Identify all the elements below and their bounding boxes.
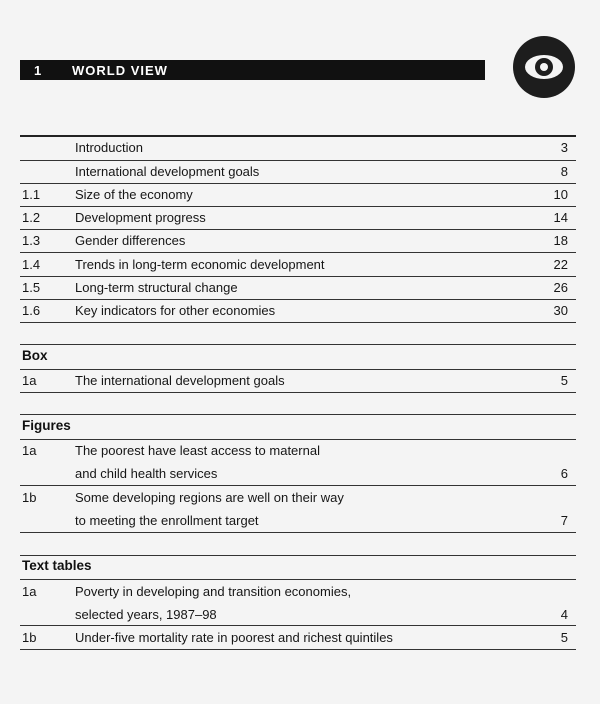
toc-page: 22 [553,257,568,272]
toc-title: to meeting the enrollment target [75,513,259,528]
toc-row-1-5[interactable] [20,277,576,299]
figure-row-1b[interactable] [20,487,576,509]
toc-title: The international development goals [75,373,285,388]
toc-title: Trends in long-term economic development [75,257,325,272]
toc-number: 1.1 [22,187,41,202]
text-table-row-1a-cont[interactable] [20,604,576,626]
toc-row-1-6[interactable] [20,300,576,322]
figure-row-1a[interactable] [20,440,576,462]
toc-number: 1.2 [22,210,41,225]
divider [20,625,576,626]
section-heading-box: Box [22,348,48,363]
divider [20,555,576,556]
toc-title: Some developing regions are well on their way [75,490,344,505]
toc-page: 5 [560,630,568,645]
divider [20,252,576,253]
chapter-number: 1 [34,62,43,78]
toc-number: 1.4 [22,257,41,272]
chapter-title: WORLD VIEW [72,62,168,78]
toc-page: 14 [553,210,568,225]
toc-title: Long-term structural change [75,280,238,295]
toc-page: 4 [560,607,568,622]
toc-title: Key indicators for other economies [75,303,276,318]
divider [20,344,576,345]
divider [20,392,576,393]
text-table-row-1a[interactable] [20,581,576,603]
toc-number: 1a [22,584,37,599]
toc-row-1-2[interactable] [20,207,576,229]
toc-row-introduction[interactable] [20,137,576,159]
toc-number: 1a [22,373,37,388]
chapter-header-bar [20,60,485,80]
divider [20,649,576,650]
toc-page: 10 [553,187,568,202]
divider [20,322,576,323]
box-row-1a[interactable] [20,370,576,392]
toc-row-1-3[interactable] [20,230,576,252]
figure-row-1a-cont[interactable] [20,463,576,485]
toc-number: 1.3 [22,233,41,248]
toc-title: and child health services [75,466,218,481]
figure-row-1b-cont[interactable] [20,510,576,532]
toc-title: Introduction [75,140,143,155]
toc-title: Size of the economy [75,187,193,202]
divider [20,532,576,533]
section-heading-figures: Figures [22,418,71,433]
toc-title: Poverty in developing and transition economies, [75,584,352,599]
toc-row-1-1[interactable] [20,184,576,206]
toc-page: 3 [560,140,568,155]
toc-number: 1.6 [22,303,41,318]
toc-page: 30 [553,303,568,318]
toc-page: 6 [560,466,568,481]
toc-title: Under-five mortality rate in poorest and richest quintiles [75,630,393,645]
divider [20,485,576,486]
toc-number: 1b [22,490,37,505]
toc-row-development-goals[interactable] [20,161,576,183]
toc-title: Development progress [75,210,206,225]
toc-page: 26 [553,280,568,295]
toc-page: 8 [560,164,568,179]
toc-title: selected years, 1987–98 [75,607,217,622]
toc-row-1-4[interactable] [20,254,576,276]
toc-number: 1b [22,630,37,645]
toc-title: The poorest have least access to maternal [75,443,320,458]
section-heading-text-tables: Text tables [22,558,92,573]
divider [20,414,576,415]
divider [20,579,576,580]
toc-title: Gender differences [75,233,186,248]
eye-icon [513,36,575,98]
toc-page: 5 [560,373,568,388]
toc-number: 1a [22,443,37,458]
toc-page: 7 [560,513,568,528]
toc-page: 18 [553,233,568,248]
toc-number: 1.5 [22,280,41,295]
text-table-row-1b[interactable] [20,627,576,649]
toc-title: International development goals [75,164,260,179]
